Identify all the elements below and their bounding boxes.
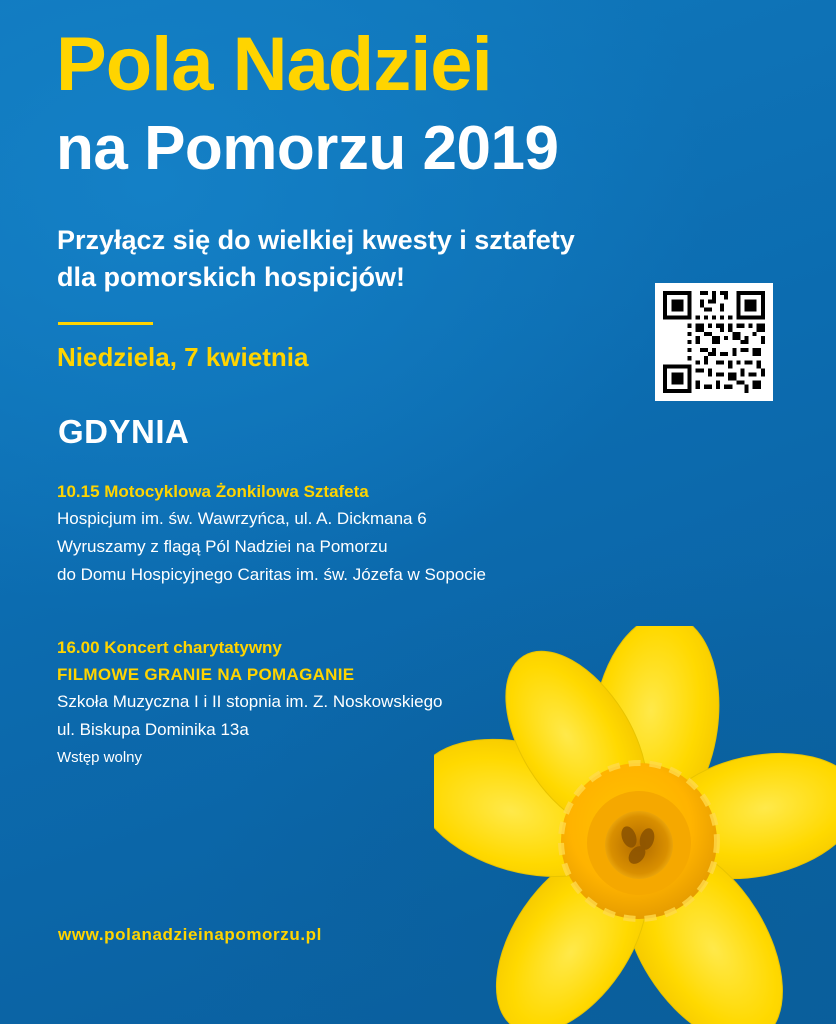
- event-2-line-2: ul. Biskupa Dominika 13a: [57, 720, 249, 739]
- website-url[interactable]: www.polanadzieinapomorzu.pl: [58, 925, 322, 944]
- title-block: [56, 22, 786, 186]
- event-1-line-2: Wyruszamy z flagą Pól Nadziei na Pomorzu: [57, 537, 388, 556]
- event-2-heading: 16.00 Koncert charytatywny: [57, 638, 282, 657]
- poster-title-line2: na Pomorzu 2019: [56, 114, 559, 183]
- event-date: Niedziela, 7 kwietnia: [57, 342, 309, 372]
- qr-code-icon: [655, 283, 773, 401]
- qr-code[interactable]: [655, 283, 773, 401]
- event-1-heading: 10.15 Motocyklowa Żonkilowa Sztafeta: [57, 482, 369, 501]
- event-2-line-1: Szkoła Muzyczna I i II stopnia im. Z. Noskowskiego: [57, 692, 443, 711]
- event-block-2: [57, 634, 677, 772]
- event-block-1: [57, 478, 677, 589]
- event-1-line-3: do Domu Hospicyjnego Caritas im. św. Józefa w Sopocie: [57, 565, 486, 584]
- event-1-line-1: Hospicjum im. św. Wawrzyńca, ul. A. Dickmana 6: [57, 509, 427, 528]
- city-name: GDYNIA: [58, 413, 190, 450]
- event-2-note: Wstęp wolny: [57, 749, 143, 766]
- event-2-heading-secondary: FILMOWE GRANIE NA POMAGANIE: [57, 665, 355, 684]
- subtitle-line-2: dla pomorskich hospicjów!: [57, 262, 406, 292]
- divider: [58, 322, 153, 325]
- poster-title-line1: Pola Nadziei: [56, 22, 492, 107]
- poster-subtitle: [57, 222, 697, 296]
- subtitle-line-1: Przyłącz się do wielkiej kwesty i sztafety: [57, 225, 575, 255]
